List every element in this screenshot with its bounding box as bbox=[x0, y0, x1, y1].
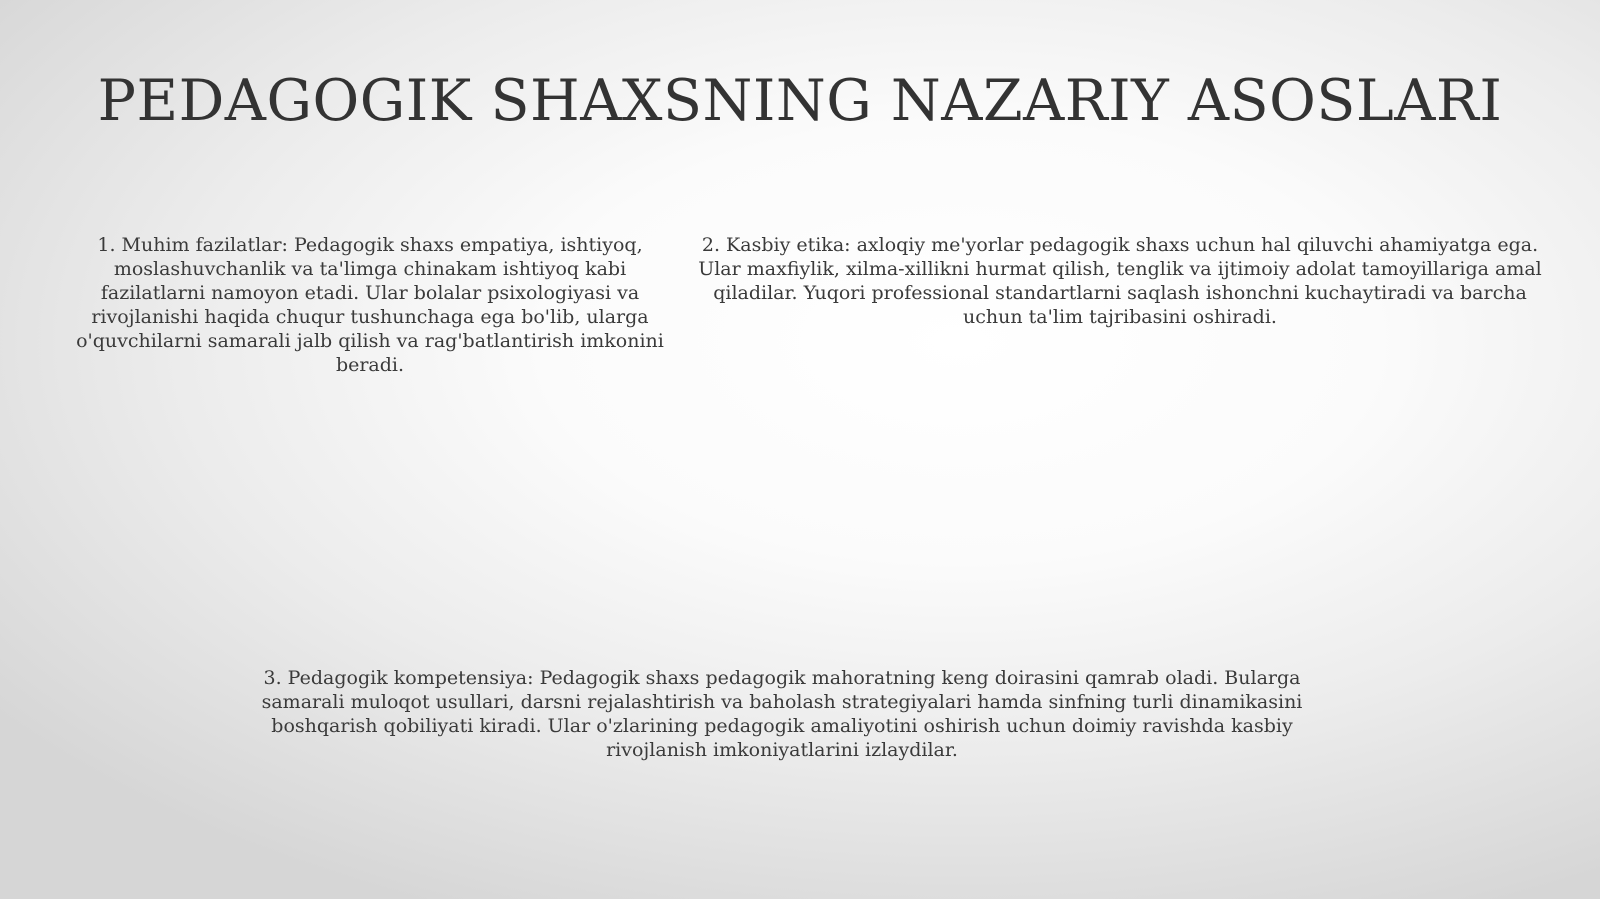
paragraph-pedagogical-competence: 3. Pedagogik kompetensiya: Pedagogik shaxs pedagogik mahoratning keng doirasini qamrab oladi. Bularga samarali muloqot usullari, darsni rejalashtirish va baholash strategiyalari hamda sinfning turli dinamikasini boshqarish qobiliyati kiradi. Ular o'zlarining pedagogik amaliyotini oshirish uchun doimiy ravishda kasbiy rivojlanish imkoniyatlarini izlaydilar. bbox=[261, 667, 1303, 761]
paragraph-professional-ethics: 2. Kasbiy etika: axloqiy me'yorlar pedagogik shaxs uchun hal qiluvchi ahamiyatga ega. Ular maxfiylik, xilma-xillikni hurmat qilish, tenglik va ijtimoiy adolat tamoyillariga amal qiladilar. Yuqori professional standartlarni saqlash ishonchni kuchaytiradi va barcha uchun ta'lim tajribasini oshiradi. bbox=[698, 234, 1542, 328]
paragraph-essential-qualities: 1. Muhim fazilatlar: Pedagogik shaxs empatiya, ishtiyoq, moslashuvchanlik va ta'limga chinakam ishtiyoq kabi fazilatlarni namoyon etadi. Ular bolalar psixologiyasi va rivojlanishi haqida chuqur tushunchaga ega bo'lib, ularga o'quvchilarni samarali jalb qilish va rag'batlantirish imkonini beradi. bbox=[76, 234, 664, 376]
slide-title: PEDAGOGIK SHAXSNING NAZARIY ASOSLARI bbox=[97, 68, 1503, 134]
